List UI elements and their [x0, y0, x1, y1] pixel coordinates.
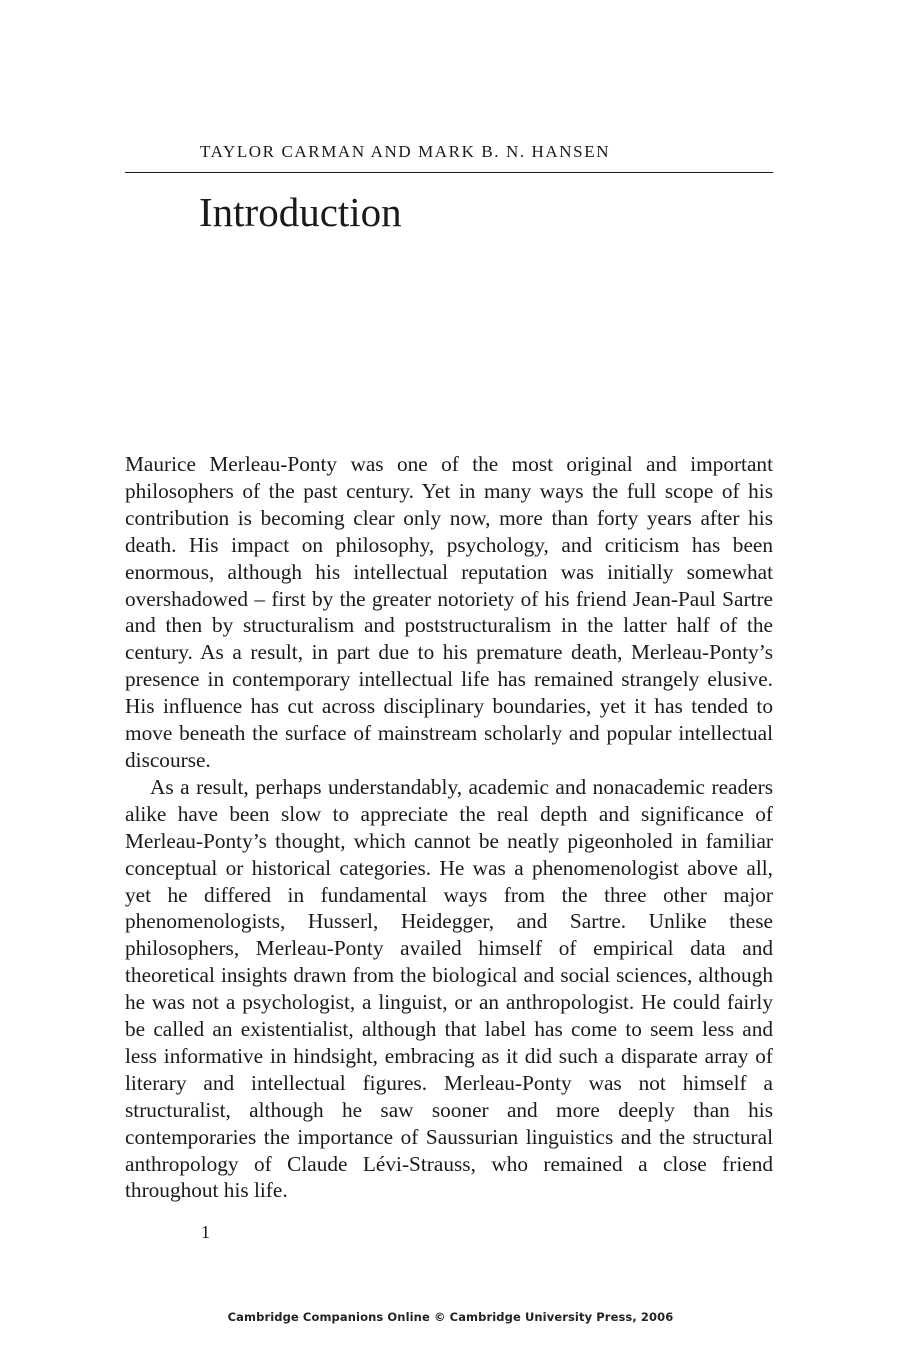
chapter-title: Introduction: [199, 189, 402, 235]
page-number: 1: [201, 1222, 210, 1242]
header-rule: [125, 172, 773, 173]
paragraph-1: Maurice Merleau-Ponty was one of the most original and important philosophers of the past century. Yet in many ways the full scope of his contribution is becoming clear only now, more than forty years after his death. His impact on philosophy, psychology, and criticism has been enormous, although his intellectual reputation was initially somewhat overshadowed – first by the greater notoriety of his friend Jean-Paul Sartre and then by structuralism and poststructuralism in the latter half of the century. As a result, in part due to his premature death, Merleau-Ponty’s presence in contemporary intellectual life has remained strangely elusive. His influence has cut across disciplinary boundaries, yet it has tended to move beneath the surface of mainstream scholarly and popular intellectual discourse.: [125, 452, 773, 772]
copyright-footer: Cambridge Companions Online © Cambridge University Press, 2006: [227, 1310, 674, 1324]
running-header-authors: TAYLOR CARMAN AND MARK B. N. HANSEN: [200, 142, 611, 161]
paragraph-2: As a result, perhaps understandably, academic and nonacademic readers alike have been slow to appreciate the real depth and significance of Merleau-Ponty’s thought, which cannot be neatly pigeonholed in familiar conceptual or historical categories. He was a phenomenologist above all, yet he differed in fundamental ways from the three other major phenomenologists, Husserl, Heidegger, and Sartre. Unlike these philosophers, Merleau-Ponty availed himself of empirical data and theoretical insights drawn from the biological and social sciences, although he was not a psychologist, a linguist, or an anthropologist. He could fairly be called an existentialist, although that label has come to seem less and less informative in hindsight, embracing as it did such a disparate array of literary and intellectual figures. Merleau-Ponty was not himself a structuralist, although he saw sooner and more deeply than his contemporaries the importance of Saussurian linguistics and the structural anthropology of Claude Lévi-Strauss, who remained a close friend throughout his life.: [125, 774, 773, 1203]
body-text: [125, 451, 773, 1204]
